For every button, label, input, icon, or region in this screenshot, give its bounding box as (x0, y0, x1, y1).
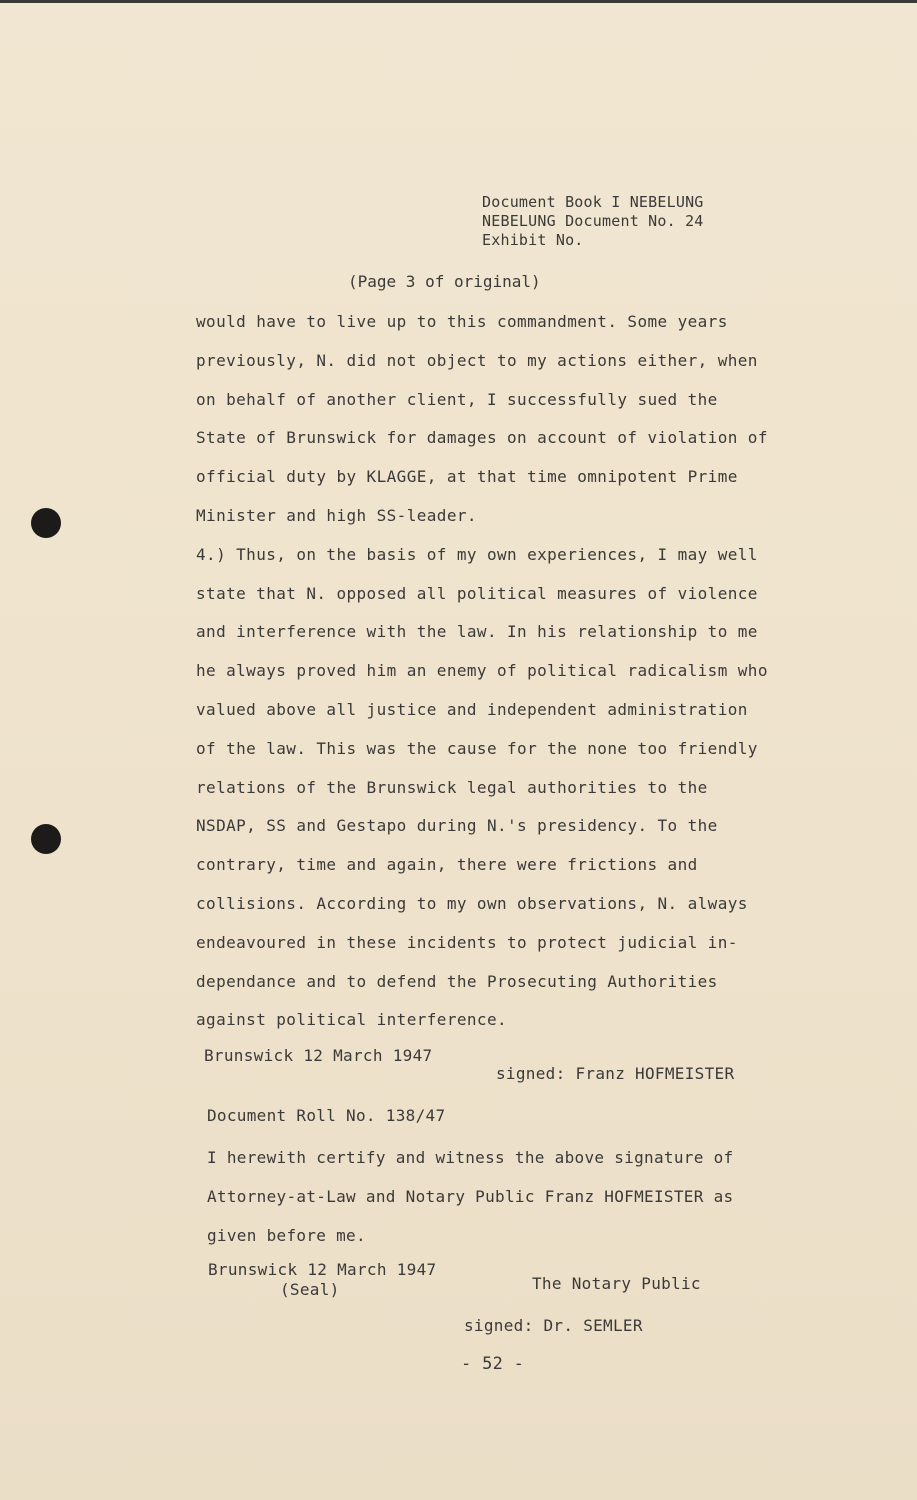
page-number: - 52 - (461, 1354, 525, 1374)
certification-line: Attorney-at-Law and Notary Public Franz HOFMEISTER as (207, 1187, 734, 1206)
signature-semler: signed: Dr. SEMLER (464, 1316, 643, 1335)
body-line: 4.) Thus, on the basis of my own experiences, I may well (196, 544, 758, 564)
signature-hofmeister: signed: Franz HOFMEISTER (496, 1064, 735, 1083)
header-document-number: NEBELUNG Document No. 24 (482, 212, 704, 230)
notary-title: The Notary Public (532, 1274, 701, 1293)
body-line: endeavoured in these incidents to protect judicial in- (196, 932, 738, 952)
certification-line: given before me. (207, 1226, 366, 1245)
body-line: previously, N. did not object to my actions either, when (196, 350, 758, 370)
body-line: NSDAP, SS and Gestapo during N.'s presidency. To the (196, 816, 718, 836)
certification-text (207, 1138, 857, 1255)
page-reference: (Page 3 of original) (348, 272, 541, 291)
body-line: against political interference. (196, 1010, 508, 1030)
body-line: and interference with the law. In his relationship to me (196, 622, 758, 642)
body-line: he always proved him an enemy of political radicalism who (196, 661, 768, 681)
body-text (196, 303, 876, 1040)
seal-label: (Seal) (280, 1280, 340, 1299)
body-line: State of Brunswick for damages on account of violation of (196, 428, 768, 448)
body-line: on behalf of another client, I successfully sued the (196, 389, 718, 409)
body-line: of the law. This was the cause for the none too friendly (196, 738, 758, 758)
body-line: official duty by KLAGGE, at that time omnipotent Prime (196, 467, 738, 487)
body-line: Minister and high SS-leader. (196, 505, 477, 525)
punch-hole-upper (31, 508, 61, 538)
body-line: would have to live up to this commandment. Some years (196, 312, 728, 331)
body-line: collisions. According to my own observations, N. always (196, 893, 748, 913)
header-exhibit-number: Exhibit No. (482, 231, 584, 249)
body-line: relations of the Brunswick legal authorities to the (196, 777, 708, 797)
certification-line: I herewith certify and witness the above signature of (207, 1148, 734, 1167)
place-date-second: Brunswick 12 March 1947 (208, 1260, 437, 1279)
punch-hole-lower (31, 824, 61, 854)
body-line: dependance and to defend the Prosecuting Authorities (196, 971, 718, 991)
document-roll-number: Document Roll No. 138/47 (207, 1106, 446, 1125)
document-header (482, 193, 704, 250)
page-top-edge (0, 0, 917, 3)
place-date-first: Brunswick 12 March 1947 (204, 1046, 433, 1065)
body-line: contrary, time and again, there were frictions and (196, 855, 698, 875)
body-line: valued above all justice and independent administration (196, 699, 748, 719)
header-document-book: Document Book I NEBELUNG (482, 193, 704, 211)
body-line: state that N. opposed all political measures of violence (196, 583, 758, 603)
